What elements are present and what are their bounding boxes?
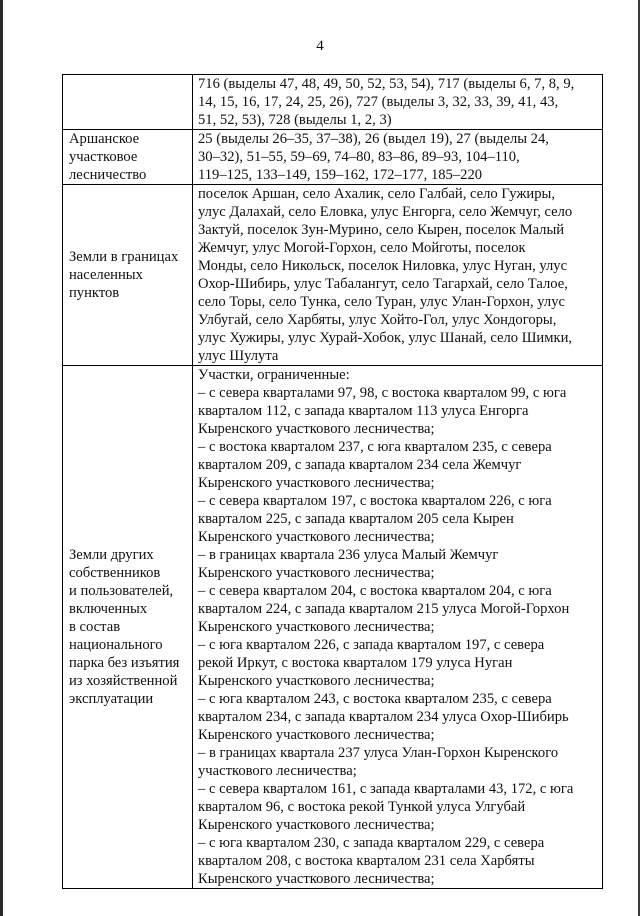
category-line: парка без изъятия bbox=[69, 655, 180, 671]
description-line: – в границах квартала 237 улуса Улан-Горхон Кыренского bbox=[198, 745, 559, 761]
description-cell bbox=[193, 185, 603, 366]
category-line: Земли в границах bbox=[69, 249, 179, 265]
table-row bbox=[63, 366, 603, 889]
description-line: – с севера кварталами 97, 98, с востока кварталом 99, с юга bbox=[198, 385, 567, 401]
description-line: рекой Иркут, с востока кварталом 179 улуса Нуган bbox=[198, 655, 513, 671]
table-row bbox=[63, 130, 603, 185]
description-cell bbox=[193, 366, 603, 889]
description-line: 119–125, 133–149, 159–162, 172–177, 185–220 bbox=[198, 167, 483, 183]
description-line: Жемчуг, улус Могой-Горхон, село Мойготы, поселок bbox=[198, 240, 526, 256]
description-line: Кыренского участкового лесничества; bbox=[198, 673, 435, 689]
description-line: – в границах квартала 236 улуса Малый Жемчуг bbox=[198, 547, 499, 563]
description-line: Охор-Шибирь, улус Табалангут, село Тагархай, село Талое, bbox=[198, 276, 568, 292]
description-line: улус Далахай, село Еловка, улус Енгорга, село Жемчуг, село bbox=[198, 204, 573, 220]
category-line: участковое bbox=[69, 149, 138, 165]
category-line: национального bbox=[69, 637, 163, 653]
description-line: Монды, село Никольск, поселок Ниловка, улус Нуган, улус bbox=[198, 258, 568, 274]
description-line: Кыренского участкового лесничества; bbox=[198, 727, 435, 743]
description-line: 716 (выделы 47, 48, 49, 50, 52, 53, 54), 717 (выделы 6, 7, 8, 9, bbox=[198, 76, 575, 92]
category-line: пунктов bbox=[69, 285, 120, 301]
scan-edge-left bbox=[0, 0, 3, 916]
description-line: кварталом 225, с запада кварталом 205 села Кырен bbox=[198, 511, 514, 527]
description-line: – с севера кварталом 161, с запада кварталами 43, 172, с юга bbox=[198, 781, 574, 797]
description-line: участкового лесничества; bbox=[198, 763, 357, 779]
category-cell bbox=[63, 75, 193, 130]
description-line: Зактуй, поселок Зун-Мурино, село Кырен, поселок Малый bbox=[198, 222, 565, 238]
description-line: – с севера кварталом 204, с востока кварталом 204, с юга bbox=[198, 583, 552, 599]
table-row bbox=[63, 75, 603, 130]
category-line: эксплуатации bbox=[69, 691, 154, 707]
description-line: кварталом 234, с запада кварталом 234 улуса Охор-Шибирь bbox=[198, 709, 569, 725]
description-line: кварталом 224, с запада кварталом 215 улуса Могой-Горхон bbox=[198, 601, 570, 617]
description-line: Кыренского участкового лесничества; bbox=[198, 619, 435, 635]
description-line: – с юга кварталом 230, с запада кварталом 229, с севера bbox=[198, 835, 545, 851]
description-line: кварталом 112, с запада кварталом 113 улуса Енгорга bbox=[198, 403, 529, 419]
category-line: Аршанское bbox=[69, 131, 140, 147]
description-line: поселок Аршан, село Ахалик, село Галбай, село Гужиры, bbox=[198, 186, 555, 202]
description-line: Участки, ограниченные: bbox=[198, 367, 350, 383]
description-line: улус Шулута bbox=[198, 348, 279, 364]
description-line: Кыренского участкового лесничества; bbox=[198, 817, 435, 833]
category-cell bbox=[63, 130, 193, 185]
table-body bbox=[63, 75, 603, 889]
description-line: Кыренского участкового лесничества; bbox=[198, 475, 435, 491]
description-line: село Торы, село Тунка, село Туран, улус Улан-Горхон, улус bbox=[198, 294, 565, 310]
description-line: кварталом 208, с востока кварталом 231 села Харбяты bbox=[198, 853, 535, 869]
table-row bbox=[63, 185, 603, 366]
category-line: в состав bbox=[69, 619, 121, 635]
description-cell bbox=[193, 75, 603, 130]
description-line: кварталом 96, с востока рекой Тункой улуса Улгубай bbox=[198, 799, 526, 815]
description-line: 14, 15, 16, 17, 24, 25, 26), 727 (выделы 3, 32, 33, 39, 41, 43, bbox=[198, 94, 559, 110]
category-line: лесничество bbox=[69, 167, 147, 183]
description-line: улус Хужиры, улус Хурай-Хобок, улус Шанай, село Шимки, bbox=[198, 330, 573, 346]
description-line: Кыренского участкового лесничества; bbox=[198, 565, 435, 581]
description-line: – с востока кварталом 237, с юга кварталом 235, с севера bbox=[198, 439, 552, 455]
category-line: и пользователей, bbox=[69, 583, 174, 599]
description-line: – с юга кварталом 243, с востока кварталом 235, с севера bbox=[198, 691, 552, 707]
description-line: Улбугай, село Харбяты, улус Хойто-Гол, улус Хондогоры, bbox=[198, 312, 557, 328]
description-line: кварталом 209, с запада кварталом 234 села Жемчуг bbox=[198, 457, 522, 473]
category-line: населенных bbox=[69, 267, 143, 283]
description-line: Кыренского участкового лесничества; bbox=[198, 871, 435, 887]
description-line: 30–32), 51–55, 59–69, 74–80, 83–86, 89–93, 104–110, bbox=[198, 149, 520, 165]
description-line: 51, 52, 53), 728 (выделы 1, 2, 3) bbox=[198, 112, 392, 128]
description-cell bbox=[193, 130, 603, 185]
description-line: Кыренского участкового лесничества; bbox=[198, 421, 435, 437]
category-cell bbox=[63, 366, 193, 889]
category-line: Земли других bbox=[69, 547, 154, 563]
description-line: 25 (выделы 26–35, 37–38), 26 (выдел 19), 27 (выделы 24, bbox=[198, 131, 549, 147]
category-line: из хозяйственной bbox=[69, 673, 178, 689]
category-line: собственников bbox=[69, 565, 161, 581]
description-line: – с севера кварталом 197, с востока кварталом 226, с юга bbox=[198, 493, 552, 509]
category-line: включенных bbox=[69, 601, 148, 617]
description-line: – с юга кварталом 226, с запада кварталом 197, с севера bbox=[198, 637, 545, 653]
page-number: 4 bbox=[316, 38, 324, 54]
category-cell bbox=[63, 185, 193, 366]
document-table bbox=[62, 74, 603, 889]
description-line: Кыренского участкового лесничества; bbox=[198, 529, 435, 545]
